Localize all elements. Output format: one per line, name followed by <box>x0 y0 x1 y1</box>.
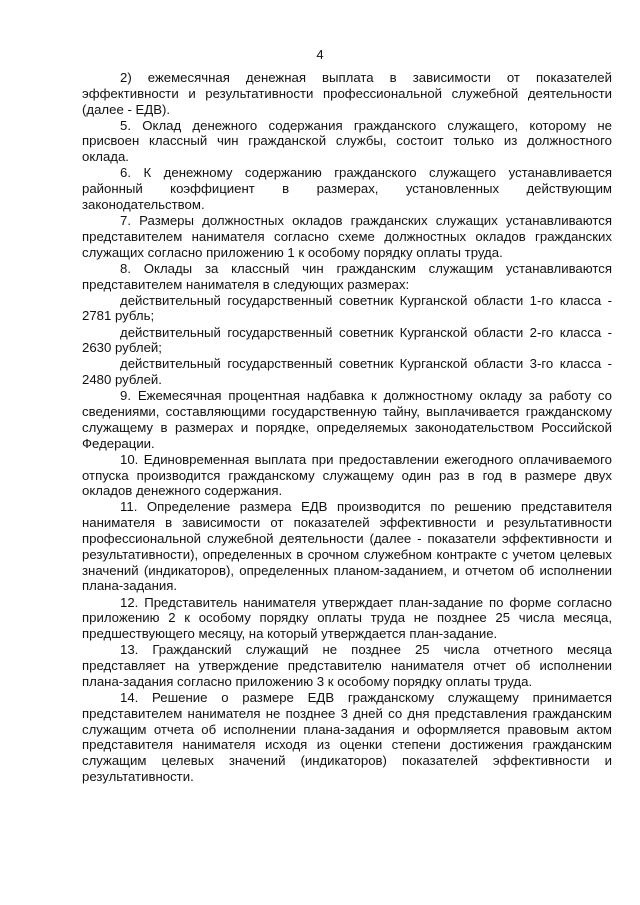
paragraph-12: 12. Представитель нанимателя утверждает план-задание по форме согласно приложению 2 к особому порядку оплаты труда не позднее 25 числа месяца, предшествующего месяцу, на который утверждается план-задание. <box>82 594 612 642</box>
paragraph-6: 6. К денежному содержанию гражданского служащего устанавливается районный коэффициент в размерах, установленных действующим законодательством. <box>82 165 612 212</box>
paragraph-8: 8. Оклады за классный чин гражданским служащим устанавливаются представителем нанимателя в следующих размерах: <box>82 260 612 292</box>
paragraph-5: 5. Оклад денежного содержания гражданского служащего, которому не присвоен классный чин гражданской службы, состоит только из должностного оклада. <box>82 117 612 165</box>
paragraph-14: 14. Решение о размере ЕДВ гражданскому служащему принимается представителем нанимателя не позднее 3 дней со дня представления гражданским служащим отчета об исполнении плана-задания и оформляется правовым актом представителя нанимателя исходя из оценки степени достижения гражданским служащим целевых значений (индикаторов) показателей эффективности и результативности. <box>82 689 612 784</box>
page-number: 4 <box>316 47 324 62</box>
rank-class-1: действительный государственный советник Курганской области 1-го класса - 2781 рубль; <box>82 292 612 324</box>
paragraph-item-2: 2) ежемесячная денежная выплата в зависимости от показателей эффективности и результативности профессиональной служебной деятельности (далее - ЕДВ). <box>82 70 612 117</box>
paragraph-13: 13. Гражданский служащий не позднее 25 числа отчетного месяца представляет на утверждение представителю нанимателя отчет об исполнении плана-задания согласно приложению 3 к особому порядку оплаты труда. <box>82 642 612 689</box>
paragraph-10: 10. Единовременная выплата при предоставлении ежегодного оплачиваемого отпуска производится гражданскому служащему один раз в год в размере двух окладов денежного содержания. <box>82 451 612 499</box>
document-body <box>82 70 612 785</box>
rank-class-3: действительный государственный советник Курганской области 3-го класса - 2480 рублей. <box>82 356 612 388</box>
paragraph-7: 7. Размеры должностных окладов гражданских служащих устанавливаются представителем нанимателя согласно схеме должностных окладов гражданских служащих согласно приложению 1 к особому порядку оплаты труда. <box>82 213 612 260</box>
paragraph-9: 9. Ежемесячная процентная надбавка к должностному окладу за работу со сведениями, составляющими государственную тайну, выплачивается гражданскому служащему в размерах и порядке, определяемых законодательством Российской Федерации. <box>82 388 612 451</box>
paragraph-11: 11. Определение размера ЕДВ производится по решению представителя нанимателя в зависимости от показателей эффективности и результативности профессиональной служебной деятельности (далее - показатели эффективности и результативности), определенных в срочном служебном контракте с учетом целевых значений (индикаторов), определенных планом-заданием, и отчетом об исполнении плана-задания. <box>82 499 612 594</box>
rank-class-2: действительный государственный советник Курганской области 2-го класса - 2630 рублей; <box>82 324 612 356</box>
